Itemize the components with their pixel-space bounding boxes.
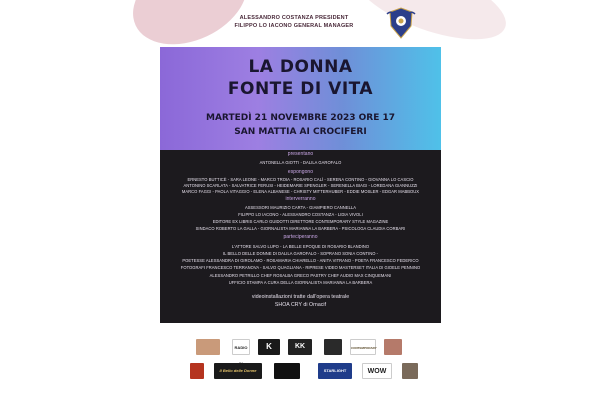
logo-wow: WOW (362, 363, 392, 379)
participants-line: IL BELLO DELLE DONNE DI DALILA GAROFALO - SOPRANO SONIA CONTINO - (222, 251, 379, 256)
logo-mk: K (258, 339, 280, 355)
logo-kk: KK (288, 339, 312, 355)
event-poster (160, 0, 441, 323)
sponsor-logos (190, 337, 430, 387)
event-venue: SAN MATTIA AI CROCIFERI (234, 127, 367, 137)
footer-line1: videoinstallazioni tratte dall'opera teatrale (251, 294, 350, 300)
logo-radio-in: RADIO (232, 339, 250, 355)
manager-line: FILIPPO LO IACONO GENERAL MANAGER (234, 23, 354, 29)
title-band (160, 47, 441, 150)
logo-il-bello-delle-donne: Il Bello delle Donne (214, 363, 262, 379)
heading-espongono: espongono (287, 169, 314, 175)
logo-starlight: STARLIGHT (318, 363, 352, 379)
heading-interverranno: interverranno (285, 196, 316, 202)
speakers-line: FILIPPO LO IACONO - ALESSANDRO COSTANZA - LIDIA VIVOLI (238, 212, 363, 217)
logo-portrait (384, 339, 402, 355)
exhibitors-line: MARCO FAGGI - PAOLA VITAGGIO - ELENA ALBANESE - CHRISTY MITTERHUBER - EDDIE MOSLER - EDGAR MABBOUX (181, 189, 420, 194)
event-title-line1: LA DONNA (248, 57, 353, 77)
heading-parteciperanno: parteciperanno (283, 234, 318, 240)
participants-line: POETESSE ALESSANDRA DI GIROLAMO - ROSAMARIA CHIARELLO - ANITA VITRANO - POETA FRANCESCO FEDERICO (182, 258, 419, 263)
event-title-line2: FONTE DI VITA (227, 79, 374, 99)
logo-small-photo (402, 363, 418, 379)
speakers-line: EDITORE EX LIBRIS CARLO GUIDOTTI DIRETTORE CONTEMPORARY STYLE MAGAZINE (212, 219, 389, 224)
speakers-line: SINDACO ROBERTO LA GALLA - GIORNALISTA MARIANNA LA BARBERA - PSICOLOGA CLAUDIA CORBARI (195, 226, 406, 231)
event-date: MARTEDÌ 21 NOVEMBRE 2023 ORE 17 (206, 113, 395, 123)
logo-red-emblem (190, 363, 204, 379)
participants-line: ALESSANDRO PETRILLO CHEF ROSALBA GRECO PASTRY CHEF AUDIO MAX CINQUEMANI (209, 273, 392, 278)
poster-header (160, 0, 441, 47)
president-line: ALESSANDRO COSTANZA PRESIDENT (239, 15, 349, 21)
logo-black-box (274, 363, 300, 379)
association-crest-icon (386, 6, 416, 40)
participants-line: FOTOGRAFI FRANCESCO TERRANOVA - SALVO QUAGLIANA - RIPRESE VIDEO MASTERSET ITALIA DI GIOELE PENNINO (180, 265, 421, 270)
presenters: ANTONELLA GIOTTI - DALILA GAROFALO (259, 160, 342, 165)
heading-presentano: presentano (287, 151, 314, 157)
footer-line2: SHOA CRY di Ornacif (274, 302, 327, 308)
exhibitors-line: ANTONINO SCARLATA - SALVATRICE FERUSI - HEIDEMARIE SPENGLER - SERENELLA BIAGI - LOREDANA GIANNUZZI (183, 183, 418, 188)
logo-contemporary: CONTEMPORARY (350, 339, 376, 355)
speakers-line: ASSESSORI MAURIZIO CARTA - GIAMPIERO CANNELLA (244, 205, 357, 210)
participants-line: UFFICIO STAMPA A CURA DELLA GIORNALISTA MARIANNA LA BARBERA (228, 280, 373, 285)
logo-flowers (196, 339, 220, 355)
poster-credits (160, 150, 441, 323)
logo-dark-badge (324, 339, 342, 355)
exhibitors-line: ERNESTO BUTTICÈ - SARA LEONE - MARCO TROIA - ROSARIO CALÌ - SERENA CONTINO - GIOVANNA LO CASCIO (187, 177, 414, 182)
participants-line: L'ATTORE SALVO LUPO - LA BELLE EPOQUE DI ROSARIO BLANDINO (231, 244, 370, 249)
